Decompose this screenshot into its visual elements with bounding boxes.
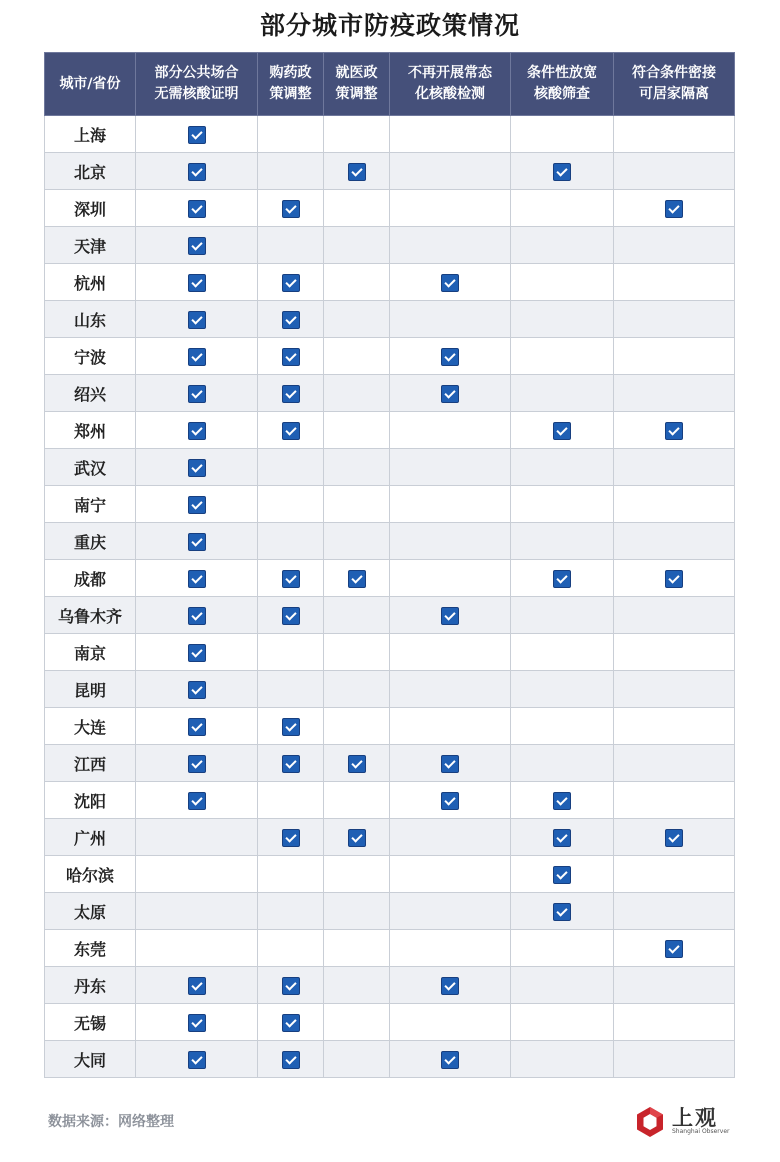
policy-cell <box>258 597 324 634</box>
column-header-policy-3 <box>324 53 390 116</box>
policy-cell <box>324 967 390 1004</box>
policy-cell <box>614 634 735 671</box>
policy-cell <box>258 671 324 708</box>
policy-cell <box>511 116 614 153</box>
policy-cell <box>324 375 390 412</box>
policy-cell <box>136 597 258 634</box>
policy-table <box>44 52 735 1078</box>
column-header-policy-6 <box>614 53 735 116</box>
checkbox-checked-icon <box>441 977 459 995</box>
policy-cell <box>324 523 390 560</box>
checkbox-checked-icon <box>188 533 206 551</box>
policy-cell <box>136 893 258 930</box>
policy-cell <box>136 301 258 338</box>
policy-cell <box>390 227 511 264</box>
policy-cell <box>511 449 614 486</box>
policy-cell <box>614 967 735 1004</box>
policy-cell <box>258 227 324 264</box>
policy-cell <box>390 190 511 227</box>
city-name-cell: 杭州 <box>45 264 136 301</box>
policy-cell <box>324 412 390 449</box>
column-header-policy-4 <box>390 53 511 116</box>
checkbox-checked-icon <box>282 570 300 588</box>
policy-cell <box>511 412 614 449</box>
checkbox-checked-icon <box>553 422 571 440</box>
policy-cell <box>390 375 511 412</box>
policy-cell <box>511 264 614 301</box>
policy-cell <box>258 708 324 745</box>
policy-cell <box>258 745 324 782</box>
checkbox-checked-icon <box>188 718 206 736</box>
checkbox-checked-icon <box>188 792 206 810</box>
policy-cell <box>390 449 511 486</box>
policy-cell <box>258 893 324 930</box>
policy-cell <box>136 671 258 708</box>
policy-cell <box>511 227 614 264</box>
column-header-line: 符合条件密接 <box>632 65 716 81</box>
city-name-cell: 武汉 <box>45 449 136 486</box>
table-row <box>45 560 735 597</box>
header-row <box>45 53 735 116</box>
policy-cell <box>258 856 324 893</box>
policy-cell <box>390 1004 511 1041</box>
table-row <box>45 449 735 486</box>
policy-cell <box>258 153 324 190</box>
policy-cell <box>614 116 735 153</box>
policy-cell <box>258 486 324 523</box>
policy-cell <box>136 930 258 967</box>
policy-cell <box>511 523 614 560</box>
policy-cell <box>136 634 258 671</box>
checkbox-checked-icon <box>348 163 366 181</box>
checkbox-checked-icon <box>188 570 206 588</box>
city-name-cell: 南京 <box>45 634 136 671</box>
table-row <box>45 1041 735 1078</box>
checkbox-checked-icon <box>441 607 459 625</box>
policy-cell <box>324 338 390 375</box>
city-name-cell: 绍兴 <box>45 375 136 412</box>
checkbox-checked-icon <box>553 163 571 181</box>
policy-cell <box>614 597 735 634</box>
policy-cell <box>390 301 511 338</box>
table-row <box>45 893 735 930</box>
policy-cell <box>511 1004 614 1041</box>
policy-cell <box>390 745 511 782</box>
policy-cell <box>324 708 390 745</box>
checkbox-checked-icon <box>188 422 206 440</box>
checkbox-checked-icon <box>188 237 206 255</box>
checkbox-checked-icon <box>553 570 571 588</box>
column-header-line: 不再开展常态 <box>408 65 492 81</box>
policy-cell <box>511 856 614 893</box>
policy-cell <box>324 856 390 893</box>
table-row <box>45 967 735 1004</box>
policy-cell <box>324 190 390 227</box>
policy-cell <box>614 893 735 930</box>
policy-cell <box>390 708 511 745</box>
policy-cell <box>614 856 735 893</box>
column-header-line: 可居家隔离 <box>639 86 709 102</box>
policy-cell <box>136 449 258 486</box>
city-name-cell: 昆明 <box>45 671 136 708</box>
checkbox-checked-icon <box>348 755 366 773</box>
policy-cell <box>258 782 324 819</box>
policy-cell <box>390 671 511 708</box>
checkbox-checked-icon <box>282 348 300 366</box>
column-header-line: 购药政 <box>269 65 312 81</box>
policy-cell <box>511 745 614 782</box>
checkbox-checked-icon <box>441 385 459 403</box>
policy-cell <box>136 708 258 745</box>
checkbox-checked-icon <box>188 311 206 329</box>
policy-cell <box>390 560 511 597</box>
policy-cell <box>511 893 614 930</box>
policy-cell <box>390 893 511 930</box>
policy-cell <box>258 338 324 375</box>
city-name-cell: 沈阳 <box>45 782 136 819</box>
column-header-city <box>45 53 136 116</box>
logo-mark-icon <box>634 1106 666 1138</box>
policy-cell <box>324 116 390 153</box>
checkbox-checked-icon <box>188 163 206 181</box>
policy-cell <box>324 1041 390 1078</box>
checkbox-checked-icon <box>188 348 206 366</box>
policy-cell <box>258 523 324 560</box>
policy-cell <box>390 523 511 560</box>
policy-cell <box>614 338 735 375</box>
policy-cell <box>614 227 735 264</box>
policy-cell <box>511 153 614 190</box>
policy-cell <box>258 375 324 412</box>
policy-cell <box>136 190 258 227</box>
column-header-policy-2 <box>258 53 324 116</box>
checkbox-checked-icon <box>188 607 206 625</box>
policy-cell <box>390 116 511 153</box>
checkbox-checked-icon <box>282 311 300 329</box>
table-row <box>45 190 735 227</box>
policy-cell <box>136 560 258 597</box>
checkbox-checked-icon <box>188 126 206 144</box>
checkbox-checked-icon <box>441 274 459 292</box>
checkbox-checked-icon <box>665 422 683 440</box>
checkbox-checked-icon <box>553 903 571 921</box>
table-body <box>45 116 735 1078</box>
policy-cell <box>511 930 614 967</box>
checkbox-checked-icon <box>553 829 571 847</box>
policy-cell <box>136 264 258 301</box>
policy-cell <box>511 1041 614 1078</box>
checkbox-checked-icon <box>282 1014 300 1032</box>
checkbox-checked-icon <box>282 977 300 995</box>
checkbox-checked-icon <box>665 200 683 218</box>
checkbox-checked-icon <box>282 200 300 218</box>
policy-cell <box>614 523 735 560</box>
policy-cell <box>136 227 258 264</box>
policy-cell <box>324 227 390 264</box>
policy-cell <box>136 1041 258 1078</box>
policy-cell <box>390 338 511 375</box>
table-row <box>45 745 735 782</box>
column-header-line: 核酸筛查 <box>534 86 590 102</box>
policy-cell <box>390 930 511 967</box>
policy-cell <box>136 745 258 782</box>
city-name-cell: 成都 <box>45 560 136 597</box>
policy-cell <box>614 190 735 227</box>
city-name-cell: 丹东 <box>45 967 136 1004</box>
policy-cell <box>258 449 324 486</box>
table-row <box>45 856 735 893</box>
checkbox-checked-icon <box>188 681 206 699</box>
city-name-cell: 南宁 <box>45 486 136 523</box>
table-row <box>45 671 735 708</box>
policy-cell <box>511 375 614 412</box>
policy-cell <box>324 486 390 523</box>
table-row <box>45 1004 735 1041</box>
column-header-line: 策调整 <box>269 86 312 102</box>
checkbox-checked-icon <box>282 718 300 736</box>
city-name-cell: 太原 <box>45 893 136 930</box>
checkbox-checked-icon <box>188 1014 206 1032</box>
table-row <box>45 782 735 819</box>
table-row <box>45 634 735 671</box>
policy-cell <box>324 893 390 930</box>
table-row <box>45 708 735 745</box>
policy-cell <box>258 116 324 153</box>
policy-cell <box>136 967 258 1004</box>
column-header-line: 无需核酸证明 <box>154 86 239 102</box>
checkbox-checked-icon <box>441 755 459 773</box>
policy-cell <box>511 967 614 1004</box>
column-header-line: 化核酸检测 <box>415 86 485 102</box>
checkbox-checked-icon <box>665 829 683 847</box>
policy-cell <box>390 634 511 671</box>
policy-cell <box>390 819 511 856</box>
policy-cell <box>511 560 614 597</box>
checkbox-checked-icon <box>282 385 300 403</box>
policy-cell <box>511 708 614 745</box>
brand-logo <box>634 1104 744 1140</box>
policy-cell <box>136 856 258 893</box>
policy-cell <box>258 819 324 856</box>
column-header-line: 部分公共场合 <box>154 65 239 81</box>
policy-cell <box>511 301 614 338</box>
policy-cell <box>136 412 258 449</box>
policy-cell <box>324 930 390 967</box>
table-row <box>45 930 735 967</box>
table-row <box>45 412 735 449</box>
policy-cell <box>614 930 735 967</box>
checkbox-checked-icon <box>188 459 206 477</box>
policy-cell <box>390 597 511 634</box>
policy-cell <box>614 153 735 190</box>
table-row <box>45 597 735 634</box>
column-header-line: 城市/省份 <box>59 75 121 92</box>
policy-cell <box>390 412 511 449</box>
policy-cell <box>324 301 390 338</box>
policy-cell <box>614 264 735 301</box>
city-name-cell: 山东 <box>45 301 136 338</box>
policy-cell <box>614 412 735 449</box>
checkbox-checked-icon <box>665 940 683 958</box>
policy-cell <box>390 264 511 301</box>
city-name-cell: 重庆 <box>45 523 136 560</box>
checkbox-checked-icon <box>188 385 206 403</box>
policy-cell <box>511 782 614 819</box>
policy-cell <box>614 1004 735 1041</box>
policy-cell <box>136 338 258 375</box>
checkbox-checked-icon <box>348 829 366 847</box>
policy-cell <box>324 671 390 708</box>
policy-cell <box>258 1041 324 1078</box>
city-name-cell: 江西 <box>45 745 136 782</box>
policy-cell <box>324 782 390 819</box>
city-name-cell: 乌鲁木齐 <box>45 597 136 634</box>
logo-subtitle: Shanghai Observer <box>672 1128 730 1135</box>
policy-cell <box>258 967 324 1004</box>
column-header-policy-1 <box>136 53 258 116</box>
policy-cell <box>511 190 614 227</box>
checkbox-checked-icon <box>441 348 459 366</box>
policy-cell <box>258 301 324 338</box>
city-name-cell: 大同 <box>45 1041 136 1078</box>
checkbox-checked-icon <box>282 274 300 292</box>
page-title: 部分城市防疫政策情况 <box>259 11 520 40</box>
checkbox-checked-icon <box>553 792 571 810</box>
table-row <box>45 523 735 560</box>
policy-cell <box>258 264 324 301</box>
policy-cell <box>324 819 390 856</box>
policy-cell <box>614 449 735 486</box>
policy-cell <box>511 634 614 671</box>
policy-cell <box>136 375 258 412</box>
policy-cell <box>390 782 511 819</box>
city-name-cell: 广州 <box>45 819 136 856</box>
policy-cell <box>258 1004 324 1041</box>
policy-cell <box>614 1041 735 1078</box>
checkbox-checked-icon <box>282 1051 300 1069</box>
policy-cell <box>136 819 258 856</box>
column-header-policy-5 <box>511 53 614 116</box>
city-name-cell: 深圳 <box>45 190 136 227</box>
checkbox-checked-icon <box>282 422 300 440</box>
city-name-cell: 北京 <box>45 153 136 190</box>
policy-cell <box>324 745 390 782</box>
policy-cell <box>324 1004 390 1041</box>
data-source-note: 数据来源：网络整理 <box>48 1114 174 1130</box>
policy-cell <box>511 819 614 856</box>
policy-cell <box>390 856 511 893</box>
checkbox-checked-icon <box>188 644 206 662</box>
policy-cell <box>614 671 735 708</box>
column-header-line: 条件性放宽 <box>527 65 597 81</box>
checkbox-checked-icon <box>188 755 206 773</box>
logo-name: 上观 <box>672 1105 718 1130</box>
city-name-cell: 天津 <box>45 227 136 264</box>
checkbox-checked-icon <box>188 496 206 514</box>
city-name-cell: 宁波 <box>45 338 136 375</box>
policy-cell <box>258 412 324 449</box>
table-row <box>45 301 735 338</box>
policy-cell <box>614 486 735 523</box>
policy-cell <box>324 597 390 634</box>
policy-cell <box>258 560 324 597</box>
policy-cell <box>390 1041 511 1078</box>
checkbox-checked-icon <box>665 570 683 588</box>
checkbox-checked-icon <box>282 829 300 847</box>
city-name-cell: 无锡 <box>45 1004 136 1041</box>
policy-cell <box>136 523 258 560</box>
policy-cell <box>511 671 614 708</box>
policy-cell <box>511 597 614 634</box>
policy-cell <box>511 338 614 375</box>
policy-cell <box>614 782 735 819</box>
policy-cell <box>614 708 735 745</box>
checkbox-checked-icon <box>188 1051 206 1069</box>
policy-cell <box>614 301 735 338</box>
checkbox-checked-icon <box>188 274 206 292</box>
policy-cell <box>136 782 258 819</box>
policy-cell <box>136 486 258 523</box>
table-row <box>45 264 735 301</box>
city-name-cell: 大连 <box>45 708 136 745</box>
policy-cell <box>136 1004 258 1041</box>
policy-cell <box>258 634 324 671</box>
policy-cell <box>511 486 614 523</box>
table-row <box>45 338 735 375</box>
checkbox-checked-icon <box>282 755 300 773</box>
table-row <box>45 819 735 856</box>
checkbox-checked-icon <box>188 977 206 995</box>
policy-cell <box>136 153 258 190</box>
policy-cell <box>390 486 511 523</box>
policy-cell <box>324 153 390 190</box>
policy-cell <box>390 967 511 1004</box>
policy-cell <box>136 116 258 153</box>
policy-cell <box>614 560 735 597</box>
checkbox-checked-icon <box>553 866 571 884</box>
city-name-cell: 哈尔滨 <box>45 856 136 893</box>
policy-cell <box>324 449 390 486</box>
checkbox-checked-icon <box>441 1051 459 1069</box>
column-header-line: 策调整 <box>335 86 378 102</box>
city-name-cell: 郑州 <box>45 412 136 449</box>
policy-cell <box>324 634 390 671</box>
policy-cell <box>390 153 511 190</box>
policy-cell <box>324 560 390 597</box>
table-row <box>45 486 735 523</box>
policy-cell <box>614 819 735 856</box>
policy-cell <box>614 745 735 782</box>
table-row <box>45 153 735 190</box>
table-row <box>45 375 735 412</box>
table-row <box>45 116 735 153</box>
city-name-cell: 东莞 <box>45 930 136 967</box>
policy-cell <box>614 375 735 412</box>
checkbox-checked-icon <box>441 792 459 810</box>
policy-cell <box>258 930 324 967</box>
checkbox-checked-icon <box>348 570 366 588</box>
checkbox-checked-icon <box>282 607 300 625</box>
table-row <box>45 227 735 264</box>
city-name-cell: 上海 <box>45 116 136 153</box>
policy-cell <box>258 190 324 227</box>
checkbox-checked-icon <box>188 200 206 218</box>
table-header <box>45 53 735 116</box>
policy-cell <box>324 264 390 301</box>
column-header-line: 就医政 <box>335 65 378 81</box>
